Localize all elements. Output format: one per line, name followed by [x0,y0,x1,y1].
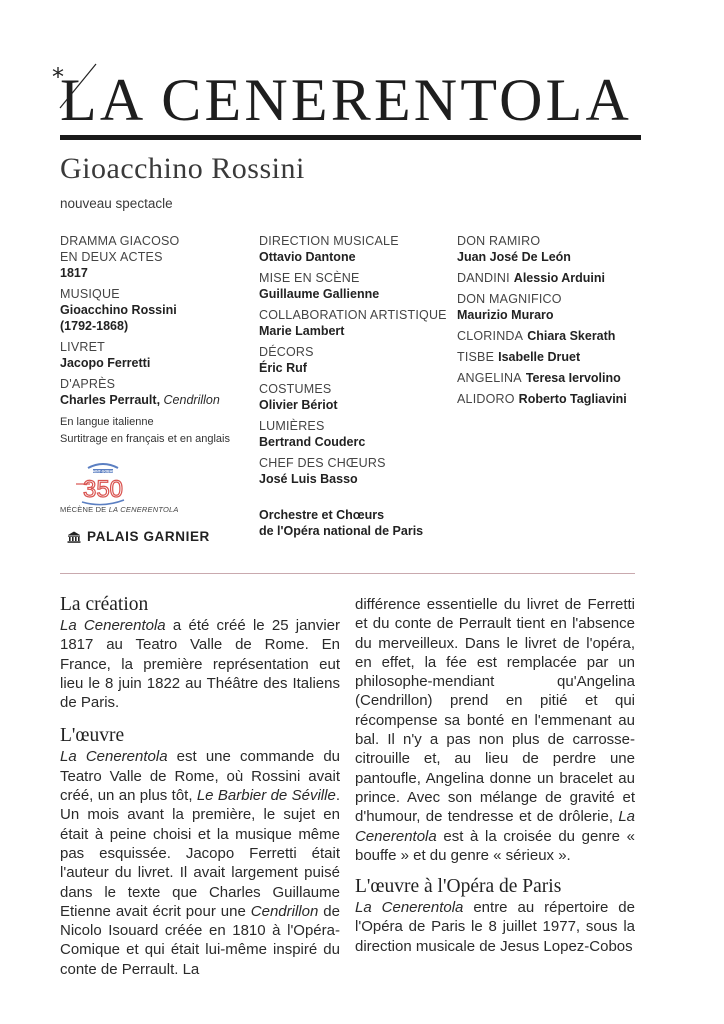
genre-line-2: EN DEUX ACTES [60,250,163,264]
livret-label: LIVRET [60,340,105,354]
singer-name: Teresa Iervolino [525,371,621,385]
logo-brand-text: SAINT-GOBAIN [90,469,116,474]
credit-lumieres [259,418,454,450]
dapres-author: Charles Perrault, [60,393,161,407]
livret-author: Jacopo Ferretti [60,356,151,370]
work-info-column [60,233,250,448]
musique-composer: Gioacchino Rossini [60,303,177,317]
dapres-block [60,376,250,408]
oeuvre-heading: L'œuvre [60,725,125,747]
work-title: La Cenerentola [355,808,635,845]
musique-dates: (1792-1868) [60,319,129,333]
dapres-label: D'APRÈS [60,377,116,391]
oeuvre-text: est à la croisée du genre « bouffe » et du genre « sérieux ». [355,827,635,864]
credit-value: José Luis Basso [259,472,358,486]
credit-choeurs [259,455,454,487]
venue-name: PALAIS GARNIER [87,529,210,544]
article-left-column [60,594,340,979]
credit-value: Ottavio Dantone [259,250,356,264]
logo-350-text: 350 [82,476,124,503]
role-label: DANDINI [457,271,510,285]
role-label: CLORINDA [457,329,524,343]
article-right-column [355,595,635,956]
credit-label: MISE EN SCÈNE [259,271,360,285]
language-note: En langue italienne [60,416,154,428]
singer-name: Juan José De León [457,250,571,264]
surtitle-note: Surtitrage en français et en anglais [60,433,230,445]
sponsor-caption-work: LA CENERENTOLA [108,505,179,514]
creative-team-column [259,233,454,539]
creation-paragraph [60,616,340,712]
sponsor-caption [60,505,179,514]
section-divider [60,573,635,574]
credit-label: DIRECTION MUSICALE [259,234,399,248]
production-subtitle: nouveau spectacle [60,196,173,211]
work-title: Cendrillon [250,902,319,920]
composer-name: Gioacchino Rossini [60,152,305,185]
credit-label: CHEF DES CHŒURS [259,456,386,470]
opera-house-icon [67,531,81,543]
credit-value: Guillaume Gallienne [259,287,380,301]
singer-name: Maurizio Muraro [457,308,554,322]
role-label: ANGELINA [457,371,522,385]
oeuvre-paragraph-continued [355,595,635,865]
credit-costumes [259,381,454,413]
credit-value: Éric Ruf [259,361,307,375]
sponsor-caption-prefix: MÉCÈNE DE [60,505,107,514]
orchestra-line-1: Orchestre et Chœurs [259,508,385,522]
musique-label: MUSIQUE [60,287,120,301]
oeuvre-text: de Nicolo Isouard créée en 1810 à l'Opéra-Comique et qui était lui-même inspiré du conte de Perrault. La [60,902,340,978]
genre-line-1: DRAMMA GIACOSO [60,234,180,248]
opera-text: entre au répertoire de l'Opéra de Paris le 8 juillet 1977, sous la direction musicale de Jesus Lopez-Cobos [355,899,635,955]
genre-block [60,233,250,281]
creation-text: a été créé le 25 janvier 1817 au Teatro Valle de Rome. En France, la première représentation eut lieu le 8 juin 1822 au Théâtre des Italiens de Paris. [60,617,340,712]
opera-heading: L'œuvre à l'Opéra de Paris [355,876,562,898]
orchestra-line-2: de l'Opéra national de Paris [259,524,424,538]
saint-gobain-350-logo [72,460,134,508]
oeuvre-text: différence essentielle du livret de Ferretti et du conte de Perrault tient en l'absence du merveilleux. Dans le livret de l'opéra, en effet, la fée est remplacée par un philosophe-mendiant qu'Angelina (Cendrillon) prend en pitié et qui récompense sa bonté en l'emmenant au bal. Il n'y a pas non plus de carrosse-citrouille et, au lieu de perdre une pantoufle, Angelina donne un bracelet au prince. Avec son mélange de gravité et d'humour, de tendresse et de drôlerie, [355,596,635,826]
credit-mise-en-scene [259,270,454,302]
cast-alidoro [457,391,657,407]
role-label: ALIDORO [457,392,515,406]
venue-label [67,529,210,544]
cast-magnifico [457,291,657,323]
credit-direction [259,233,454,265]
oeuvre-paragraph-start [60,747,340,979]
cast-ramiro [457,233,657,265]
role-label: DON RAMIRO [457,234,541,248]
title-asterisk: * [52,63,64,91]
creation-heading: La création [60,594,149,615]
role-label: DON MAGNIFICO [457,292,562,306]
cast-column [457,233,657,412]
livret-block [60,339,250,371]
cast-clorinda [457,328,657,344]
credit-decors [259,344,454,376]
opera-paragraph [355,898,635,956]
dapres-source [60,392,250,408]
work-title: La Cenerentola [355,899,464,917]
role-label: TISBE [457,350,495,364]
singer-name: Roberto Tagliavini [518,392,627,406]
page-title: LA CENERENTOLA [60,67,632,133]
credit-label: COLLABORATION ARTISTIQUE [259,308,447,322]
cast-angelina [457,370,657,386]
dapres-work: Cendrillon [163,393,220,407]
credit-label: COSTUMES [259,382,332,396]
orchestra-credit [259,507,454,539]
work-title: Le Barbier de Séville [196,787,336,805]
credit-value: Olivier Bériot [259,398,338,412]
credit-collaboration [259,307,454,339]
premiere-year: 1817 [60,266,88,280]
credit-value: Marie Lambert [259,324,345,338]
language-notes [60,414,250,447]
musique-block [60,286,250,334]
credit-label: DÉCORS [259,345,314,359]
oeuvre-text: est une commande du Teatro Valle de Rome, où Rossini avait créé, un an plus tôt, [60,748,341,805]
credit-label: LUMIÈRES [259,419,325,433]
credit-value: Bertrand Couderc [259,435,366,449]
oeuvre-text: . Un mois avant la première, le sujet en était à peine choisi et la musique même pas esquissée. Jacopo Ferretti était l'auteur du livret. Il avait largement puisé dans le texte que Charles Guillaume Etienne avait écrit pour une [60,787,340,920]
singer-name: Chiara Skerath [527,329,616,343]
cast-tisbe [457,349,657,365]
work-title: La Cenerentola [60,748,168,766]
singer-name: Isabelle Druet [498,350,581,364]
singer-name: Alessio Arduini [513,271,606,285]
work-title: La Cenerentola [60,617,166,634]
title-rule [60,135,641,140]
cast-dandini [457,270,657,286]
